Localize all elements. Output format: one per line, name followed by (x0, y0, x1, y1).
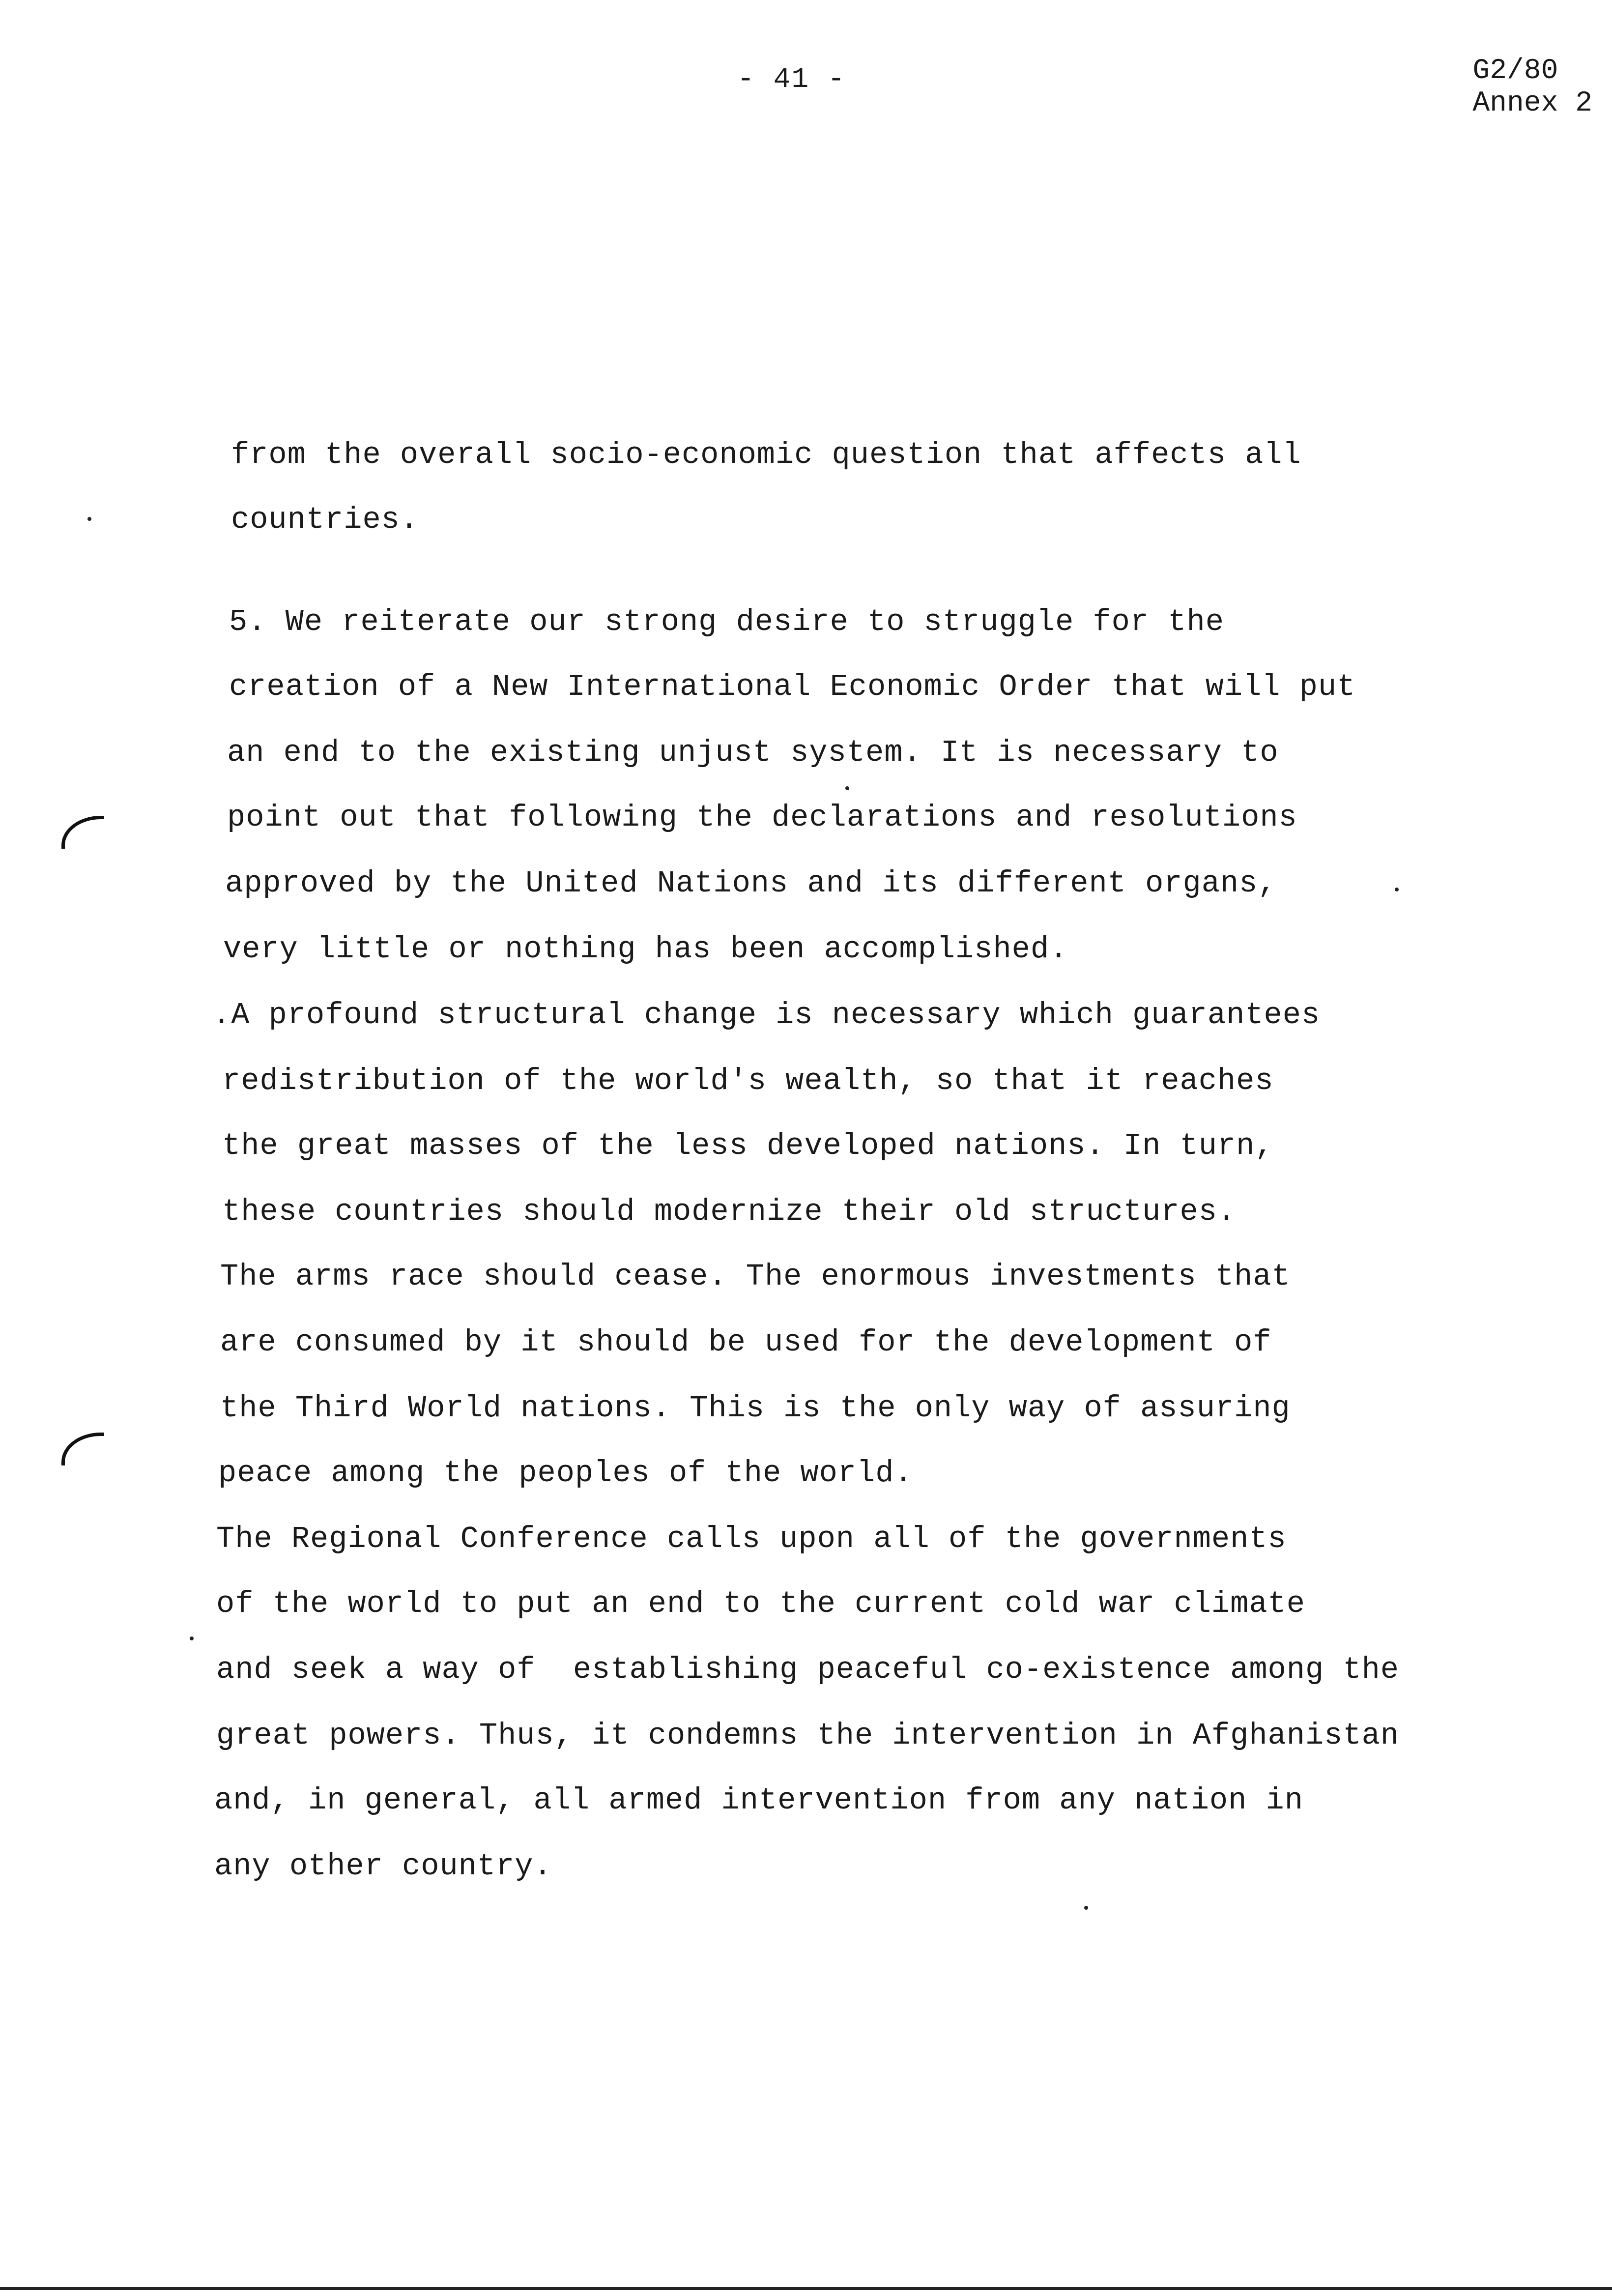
text-line: The Regional Conference calls upon all of the governments (216, 1521, 1287, 1556)
text-line: approved by the United Nations and its different organs, (225, 866, 1277, 901)
page-number: - 41 - (737, 64, 846, 96)
text-line: great powers. Thus, it condemns the intervention in Afghanistan (216, 1718, 1399, 1753)
scan-speck (845, 786, 849, 790)
margin-mark (61, 816, 104, 849)
text-line: 5. We reiterate our strong desire to struggle for the (229, 604, 1224, 639)
text-line: .A profound structural change is necessary which guarantees (212, 998, 1321, 1033)
text-line: point out that following the declarations and resolutions (227, 800, 1297, 835)
scan-speck (1084, 1906, 1088, 1910)
text-line: are consumed by it should be used for the development of (220, 1325, 1272, 1360)
annex-label: Annex 2 (1472, 87, 1592, 119)
text-line: from the overall socio-economic question that affects all (231, 437, 1301, 472)
document-reference (1472, 55, 1592, 120)
bottom-rule (0, 2287, 1612, 2290)
text-line: the great masses of the less developed nations. In turn, (222, 1128, 1274, 1163)
text-line: and seek a way of establishing peaceful co-existence among the (216, 1652, 1399, 1687)
text-line: countries. (231, 502, 419, 537)
text-line: these countries should modernize their old structures. (222, 1194, 1237, 1229)
text-line: any other country. (214, 1849, 552, 1884)
document-code: G2/80 (1472, 55, 1558, 87)
text-line: and, in general, all armed intervention from any nation in (214, 1783, 1303, 1818)
text-line: very little or nothing has been accomplished. (223, 932, 1068, 967)
text-line: an end to the existing unjust system. It is necessary to (227, 735, 1279, 770)
text-line: peace among the peoples of the world. (218, 1456, 913, 1491)
text-line: the Third World nations. This is the only way of assuring (220, 1391, 1291, 1426)
text-line: of the world to put an end to the current cold war climate (216, 1586, 1305, 1621)
scan-speck (1395, 888, 1399, 891)
margin-mark (61, 1433, 104, 1465)
text-line: creation of a New International Economic Order that will put (229, 669, 1356, 704)
text-line: The arms race should cease. The enormous investments that (220, 1259, 1291, 1294)
scan-speck (190, 1636, 194, 1640)
text-line: redistribution of the world's wealth, so that it reaches (222, 1063, 1274, 1098)
scan-speck (87, 517, 91, 521)
